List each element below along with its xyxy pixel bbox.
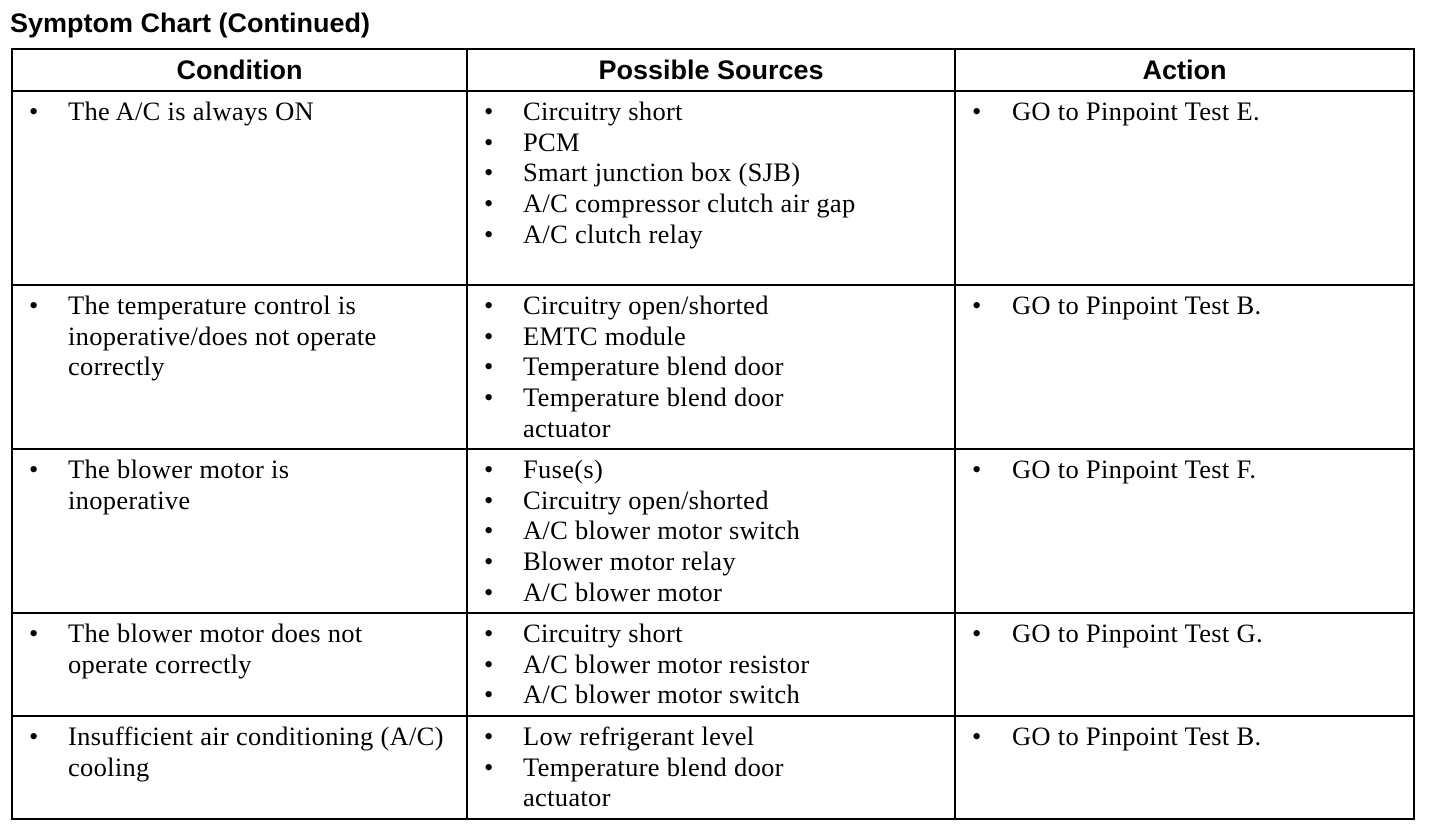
page-title: Symptom Chart (Continued)	[10, 8, 370, 38]
sources-list	[468, 92, 954, 252]
action-cell	[955, 716, 1414, 819]
column-header-sources: Possible Sources	[467, 49, 955, 91]
action-text: • GO to Pinpoint Test E.	[972, 96, 1405, 127]
sources-list	[468, 450, 954, 610]
table-row	[12, 91, 1414, 285]
source-item: • Low refrigerant level	[484, 721, 946, 752]
condition-list	[13, 614, 466, 681]
source-item: • Temperature blend door	[484, 351, 946, 382]
condition-cell	[12, 91, 467, 285]
action-text: • GO to Pinpoint Test B.	[972, 721, 1405, 752]
source-item: • PCM	[484, 127, 946, 158]
action-list	[956, 717, 1413, 754]
source-item: • Circuitry short	[484, 96, 946, 127]
column-header-condition: Condition	[12, 49, 467, 91]
action-cell	[955, 91, 1414, 285]
sources-cell	[467, 613, 955, 716]
condition-text: • Insufficient air conditioning (A/C) cooling	[29, 721, 458, 782]
action-cell	[955, 613, 1414, 716]
condition-cell	[12, 285, 467, 449]
source-item: • A/C blower motor switch	[484, 515, 946, 546]
condition-cell	[12, 613, 467, 716]
source-item: • Circuitry open/shorted	[484, 290, 946, 321]
condition-cell	[12, 449, 467, 613]
table-row	[12, 285, 1414, 449]
condition-list	[13, 450, 466, 517]
condition-text: • The blower motor does not operate correctly	[29, 618, 458, 679]
sources-list	[468, 614, 954, 712]
source-item: • Fuse(s)	[484, 454, 946, 485]
sources-cell	[467, 449, 955, 613]
source-item: • Temperature blend door actuator	[484, 382, 946, 443]
table-row	[12, 716, 1414, 819]
source-item: • A/C blower motor switch	[484, 679, 946, 710]
sources-cell	[467, 91, 955, 285]
source-item: • A/C blower motor resistor	[484, 649, 946, 680]
table-row	[12, 449, 1414, 613]
condition-text: • The blower motor is inoperative	[29, 454, 458, 515]
sources-list	[468, 286, 954, 446]
sources-list	[468, 717, 954, 815]
action-list	[956, 614, 1413, 651]
action-text: • GO to Pinpoint Test F.	[972, 454, 1405, 485]
sources-cell	[467, 285, 955, 449]
source-item: • Temperature blend door actuator	[484, 752, 946, 813]
column-header-action: Action	[955, 49, 1414, 91]
table-header-row	[12, 49, 1414, 91]
action-cell	[955, 449, 1414, 613]
source-item: • A/C clutch relay	[484, 219, 946, 250]
source-item: • Smart junction box (SJB)	[484, 157, 946, 188]
condition-text: • The A/C is always ON	[29, 96, 458, 127]
condition-list	[13, 92, 466, 129]
condition-list	[13, 717, 466, 784]
condition-text: • The temperature control is inoperative/does not operate correctly	[29, 290, 458, 382]
action-list	[956, 92, 1413, 129]
source-item: • A/C blower motor	[484, 577, 946, 608]
source-item: • A/C compressor clutch air gap	[484, 188, 946, 219]
source-item: • EMTC module	[484, 321, 946, 352]
action-cell	[955, 285, 1414, 449]
symptom-table	[11, 48, 1415, 820]
source-item: • Blower motor relay	[484, 546, 946, 577]
table-row	[12, 613, 1414, 716]
action-text: • GO to Pinpoint Test B.	[972, 290, 1405, 321]
condition-cell	[12, 716, 467, 819]
condition-list	[13, 286, 466, 384]
action-text: • GO to Pinpoint Test G.	[972, 618, 1405, 649]
action-list	[956, 450, 1413, 487]
sources-cell	[467, 716, 955, 819]
source-item: • Circuitry short	[484, 618, 946, 649]
source-item: • Circuitry open/shorted	[484, 485, 946, 516]
action-list	[956, 286, 1413, 323]
